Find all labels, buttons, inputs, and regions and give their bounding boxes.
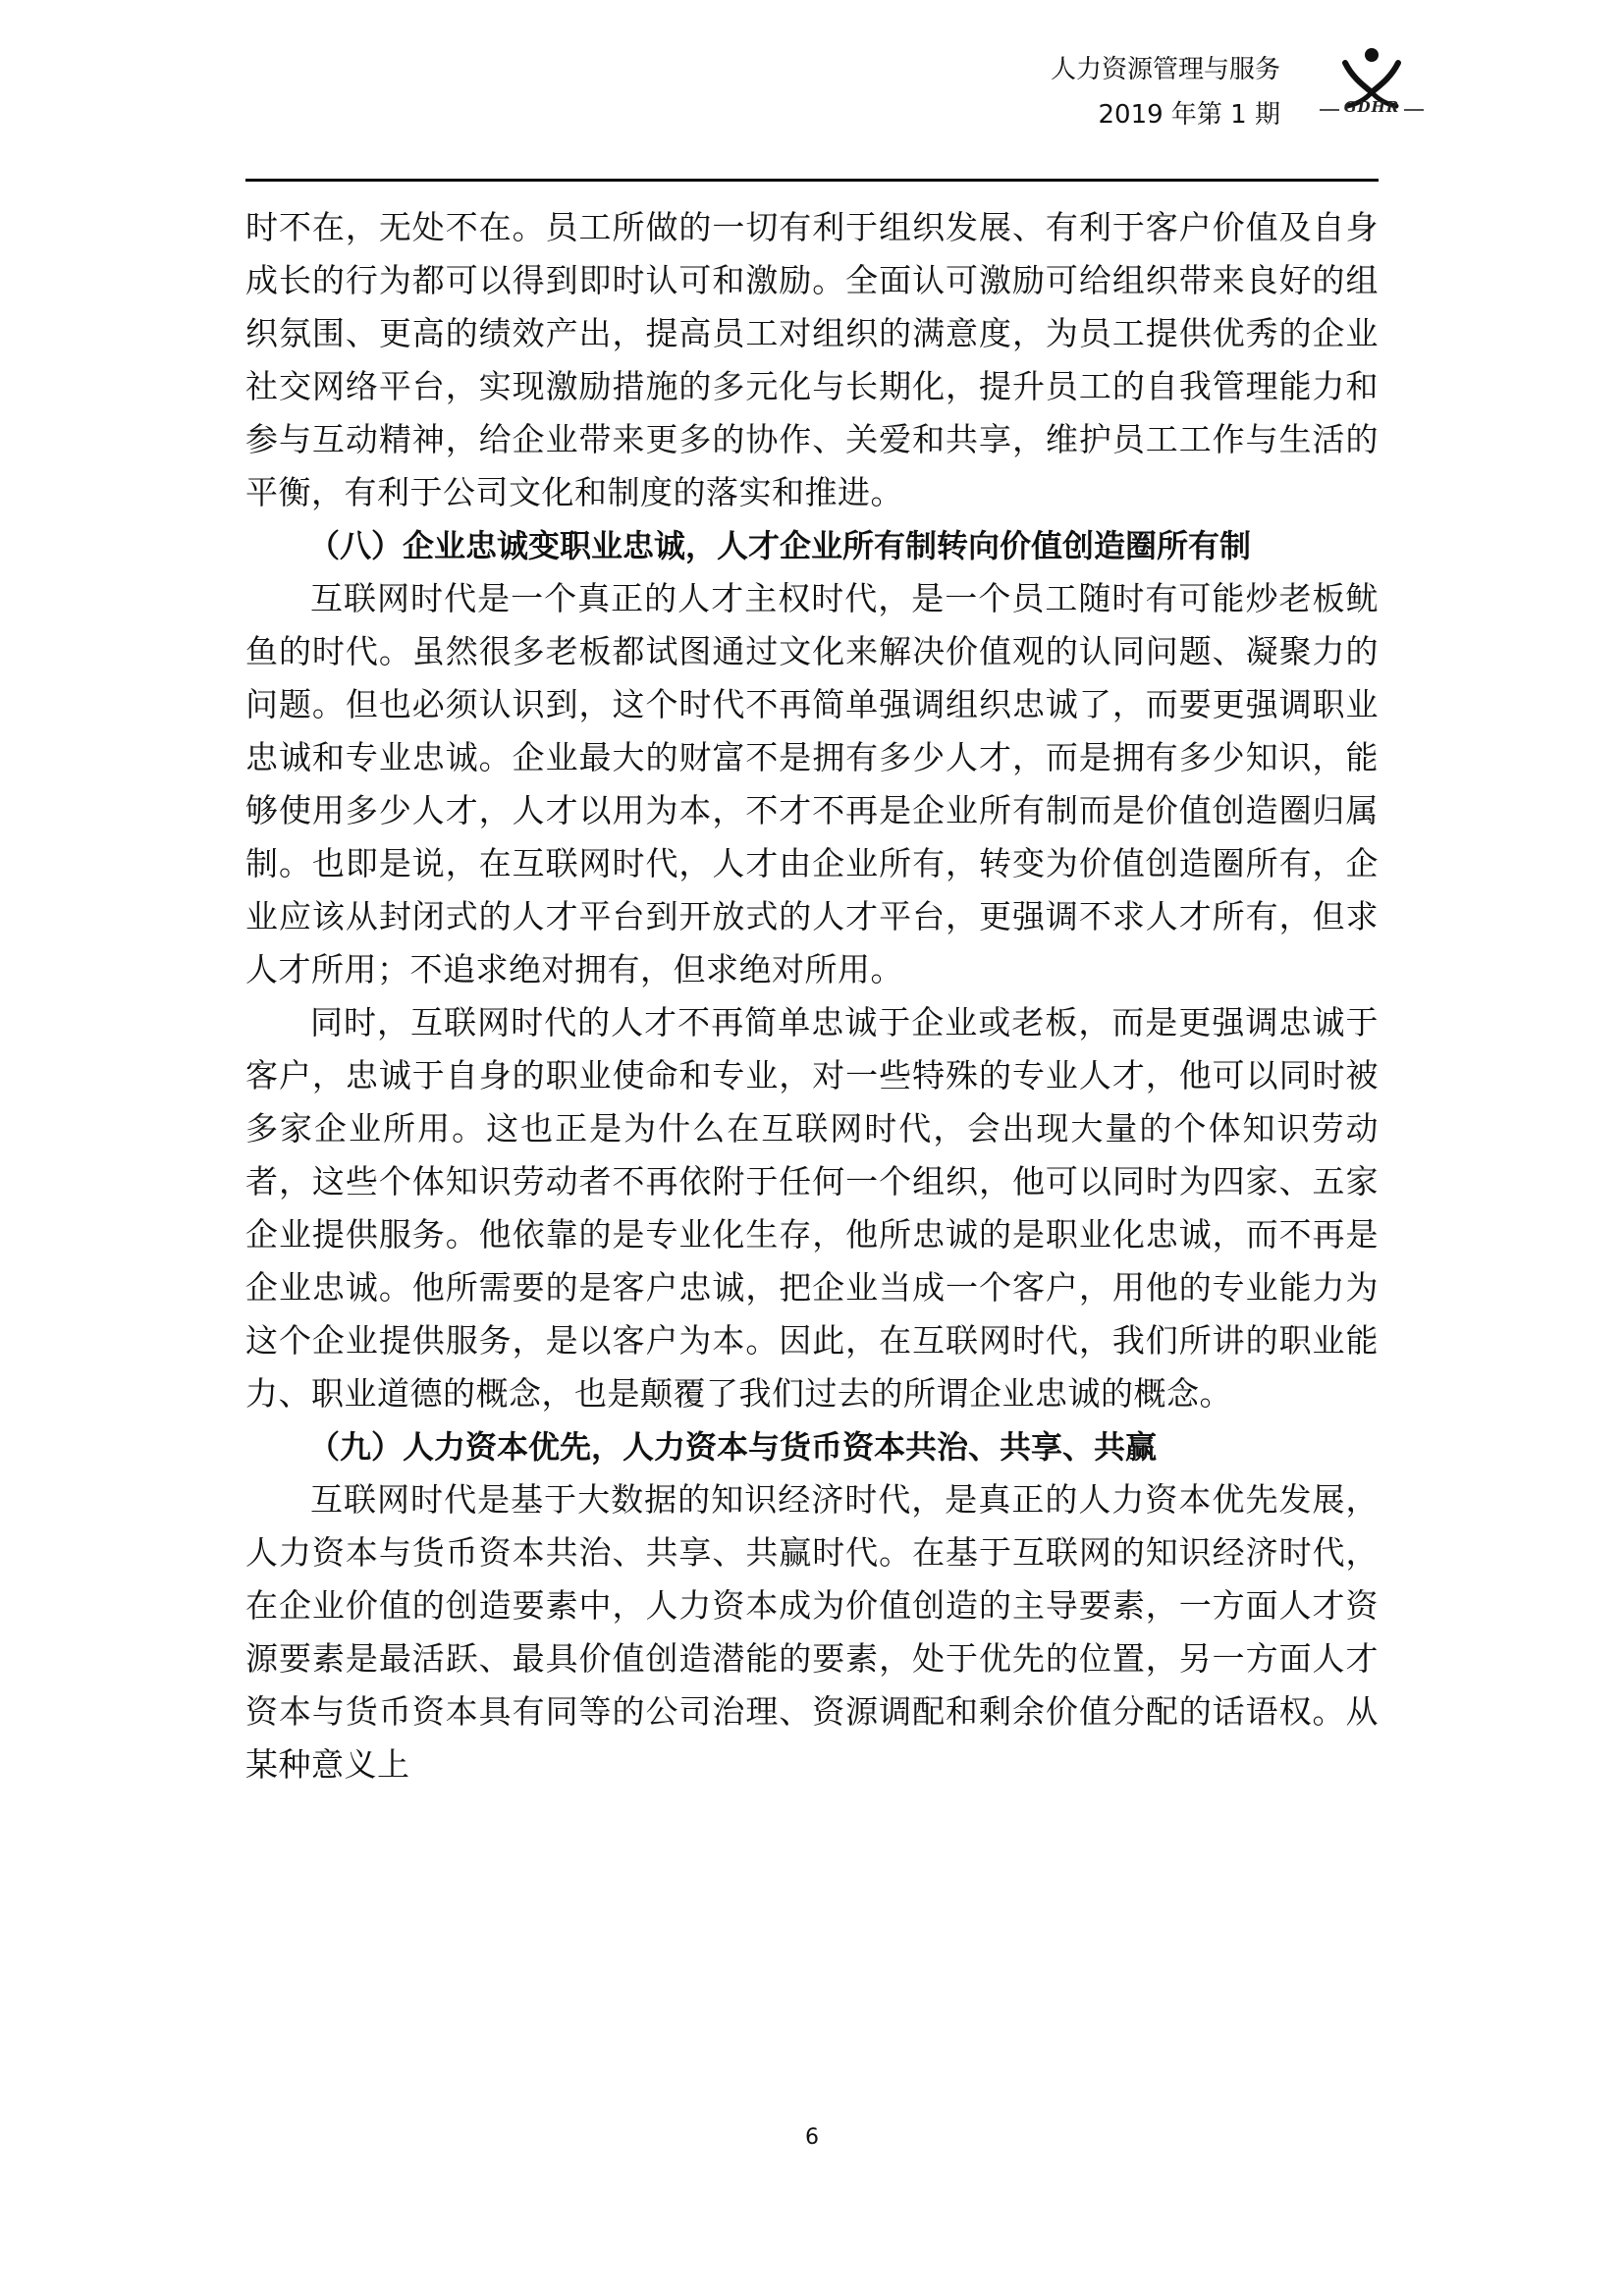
logo-text: GDHR xyxy=(1343,98,1400,116)
page-number: 6 xyxy=(805,2125,819,2150)
paragraph-continued: 时不在，无处不在。员工所做的一切有利于组织发展、有利于客户价值及自身成长的行为都可以得到即时认可和激励。全面认可激励可给组织带来良好的组织氛围、更高的绩效产出，提高员工对组织的满意度，为员工提供优秀的企业社交网络平台，实现激励措施的多元化与长期化，提升员工的自我管理能力和参与互动精神，给企业带来更多的协作、关爱和共享，维护员工工作与生活的平衡，有利于公司文化和制度的落实和推进。 xyxy=(245,208,1379,511)
issue-label: 2019 年第 1 期 xyxy=(1098,100,1280,130)
page-header xyxy=(0,0,1624,187)
body-text xyxy=(245,201,1379,1791)
header-text-block xyxy=(1051,47,1280,137)
section-heading-9: （九）人力资本优先，人力资本与货币资本共治、共享、共赢 xyxy=(308,1428,1158,1466)
header-divider xyxy=(245,179,1379,182)
paragraph: 互联网时代是一个真正的人才主权时代，是一个员工随时有可能炒老板鱿鱼的时代。虽然很多老板都试图通过文化来解决价值观的认同问题、凝聚力的问题。但也必须认识到，这个时代不再简单强调组织忠诚了，而要更强调职业忠诚和专业忠诚。企业最大的财富不是拥有多少人才，而是拥有多少知识，能够使用多少人才，人才以用为本，不才不再是企业所有制而是价值创造圈归属制。也即是说，在互联网时代，人才由企业所有，转变为价值创造圈所有，企业应该从封闭式的人才平台到开放式的人才平台，更强调不求人才所有，但求人才所用；不追求绝对拥有，但求绝对所用。 xyxy=(245,579,1379,988)
paragraph: 同时，互联网时代的人才不再简单忠诚于企业或老板，而是更强调忠诚于客户，忠诚于自身的职业使命和专业，对一些特殊的专业人才，他可以同时被多家企业所用。这也正是为什么在互联网时代，会出现大量的个体知识劳动者，这些个体知识劳动者不再依附于任何一个组织，他可以同时为四家、五家企业提供服务。他依靠的是专业化生存，他所忠诚的是职业化忠诚，而不再是企业忠诚。他所需要的是客户忠诚，把企业当成一个客户，用他的专业能力为这个企业提供服务，是以客户为本。因此，在互联网时代，我们所讲的职业能力、职业道德的概念，也是颠覆了我们过去的所谓企业忠诚的概念。 xyxy=(245,1003,1379,1413)
section-heading-8: （八）企业忠诚变职业忠诚，人才企业所有制转向价值创造圈所有制 xyxy=(308,527,1252,564)
journal-title: 人力资源管理与服务 xyxy=(1050,55,1280,84)
paragraph: 互联网时代是基于大数据的知识经济时代，是真正的人力资本优先发展，人力资本与货币资本共治、共享、共赢时代。在基于互联网的知识经济时代，在企业价值的创造要素中，人力资本成为价值创造的主导要素，一方面人才资源要素是最活跃、最具价值创造潜能的要素，处于优先的位置，另一方面人才资本与货币资本具有同等的公司治理、资源调配和剩余价值分配的话语权。从某种意义上 xyxy=(245,1480,1379,1784)
